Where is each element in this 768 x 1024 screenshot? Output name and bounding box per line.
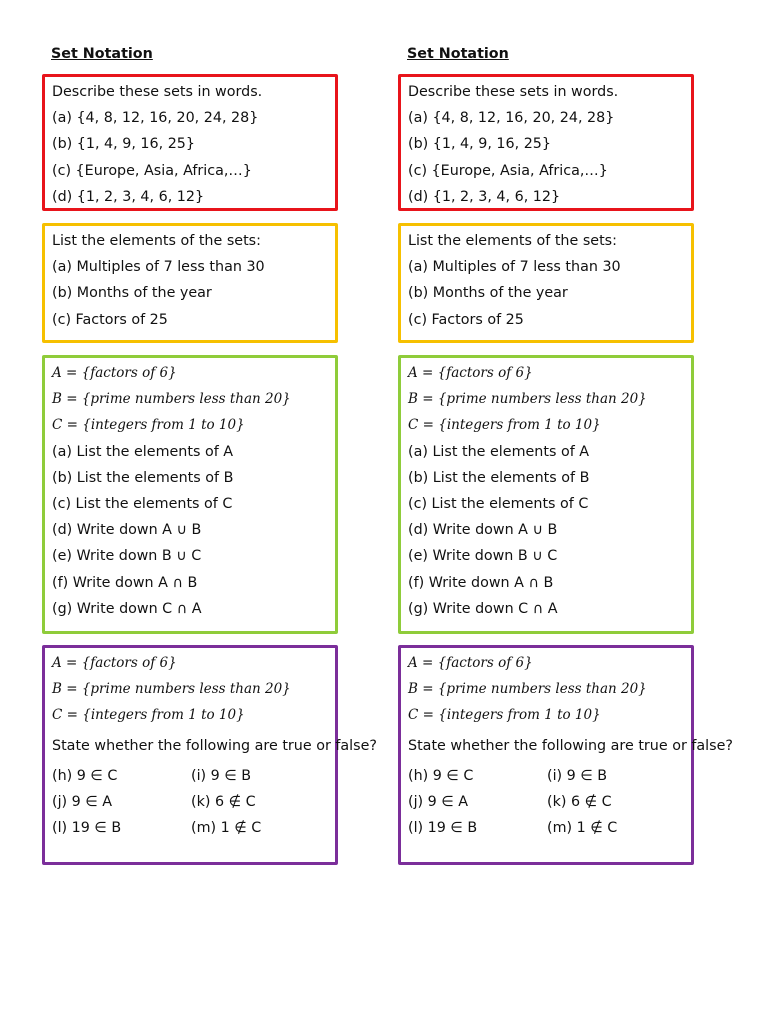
question-f: (f) Write down A ∩ B <box>52 574 198 591</box>
question-a: (a) {4, 8, 12, 16, 20, 24, 28} <box>408 110 615 127</box>
set-c-definition: C = {integers from 1 to 10} <box>408 417 601 434</box>
question-c: (c) List the elements of C <box>52 495 233 512</box>
question-f: (f) Write down A ∩ B <box>408 574 554 591</box>
set-operations-box <box>398 355 694 634</box>
question-k: (k) 6 ∉ C <box>547 793 612 810</box>
set-a-definition: A = {factors of 6} <box>408 365 533 381</box>
set-c-definition: C = {integers from 1 to 10} <box>52 417 245 434</box>
question-h: (h) 9 ∈ C <box>52 767 118 784</box>
true-false-questions <box>408 763 691 842</box>
question-l: (l) 19 ∈ B <box>408 820 478 837</box>
question-d: (d) Write down A ∪ B <box>408 522 558 539</box>
question-c: (c) Factors of 25 <box>408 311 524 328</box>
question-a: (a) List the elements of A <box>408 443 590 460</box>
true-false-box <box>398 645 733 865</box>
describe-sets-box <box>398 74 694 211</box>
set-c-definition: C = {integers from 1 to 10} <box>52 707 245 724</box>
question-i: (i) 9 ∈ B <box>191 767 252 784</box>
question-b: (b) {1, 4, 9, 16, 25} <box>52 136 195 153</box>
question-g: (g) Write down C ∩ A <box>52 600 202 617</box>
set-b-definition: B = {prime numbers less than 20} <box>52 391 291 408</box>
question-b: (b) List the elements of B <box>52 469 234 486</box>
question-i: (i) 9 ∈ B <box>547 767 608 784</box>
question-j: (j) 9 ∈ A <box>408 793 469 810</box>
describe-sets-box <box>42 74 338 211</box>
question-c: (c) {Europe, Asia, Africa,…} <box>408 162 608 179</box>
set-a-definition: A = {factors of 6} <box>52 655 177 671</box>
question-b: (b) List the elements of B <box>408 469 590 486</box>
list-elements-box <box>398 223 694 343</box>
set-a-definition: A = {factors of 6} <box>408 655 533 671</box>
describe-instruction: Describe these sets in words. <box>408 84 619 100</box>
question-d: (d) {1, 2, 3, 4, 6, 12} <box>408 188 561 205</box>
question-b: (b) Months of the year <box>408 285 568 302</box>
question-e: (e) Write down B ∪ C <box>408 548 558 565</box>
true-false-instruction: State whether the following are true or false? <box>408 737 733 754</box>
question-c: (c) List the elements of C <box>408 495 589 512</box>
true-false-instruction: State whether the following are true or false? <box>52 737 377 754</box>
question-a: (a) List the elements of A <box>52 443 234 460</box>
page-title: Set Notation <box>51 46 153 62</box>
question-a: (a) Multiples of 7 less than 30 <box>408 259 621 276</box>
question-d: (d) {1, 2, 3, 4, 6, 12} <box>52 188 205 205</box>
question-c: (c) Factors of 25 <box>52 311 168 328</box>
question-k: (k) 6 ∉ C <box>191 793 256 810</box>
list-elements-box <box>42 223 338 343</box>
true-false-box <box>42 645 377 865</box>
list-instruction: List the elements of the sets: <box>408 233 617 249</box>
question-g: (g) Write down C ∩ A <box>408 600 558 617</box>
set-b-definition: B = {prime numbers less than 20} <box>408 391 647 408</box>
true-false-questions <box>52 763 335 842</box>
question-d: (d) Write down A ∪ B <box>52 522 202 539</box>
page-title: Set Notation <box>407 46 509 62</box>
question-c: (c) {Europe, Asia, Africa,…} <box>52 162 252 179</box>
question-a: (a) {4, 8, 12, 16, 20, 24, 28} <box>52 110 259 127</box>
question-l: (l) 19 ∈ B <box>52 820 122 837</box>
set-b-definition: B = {prime numbers less than 20} <box>52 681 291 698</box>
question-b: (b) Months of the year <box>52 285 212 302</box>
question-m: (m) 1 ∉ C <box>191 820 262 837</box>
list-instruction: List the elements of the sets: <box>52 233 261 249</box>
question-j: (j) 9 ∈ A <box>52 793 113 810</box>
describe-instruction: Describe these sets in words. <box>52 84 263 100</box>
question-a: (a) Multiples of 7 less than 30 <box>52 259 265 276</box>
set-c-definition: C = {integers from 1 to 10} <box>408 707 601 724</box>
question-h: (h) 9 ∈ C <box>408 767 474 784</box>
question-m: (m) 1 ∉ C <box>547 820 618 837</box>
set-a-definition: A = {factors of 6} <box>52 365 177 381</box>
question-e: (e) Write down B ∪ C <box>52 548 202 565</box>
question-b: (b) {1, 4, 9, 16, 25} <box>408 136 551 153</box>
set-b-definition: B = {prime numbers less than 20} <box>408 681 647 698</box>
set-operations-box <box>42 355 338 634</box>
